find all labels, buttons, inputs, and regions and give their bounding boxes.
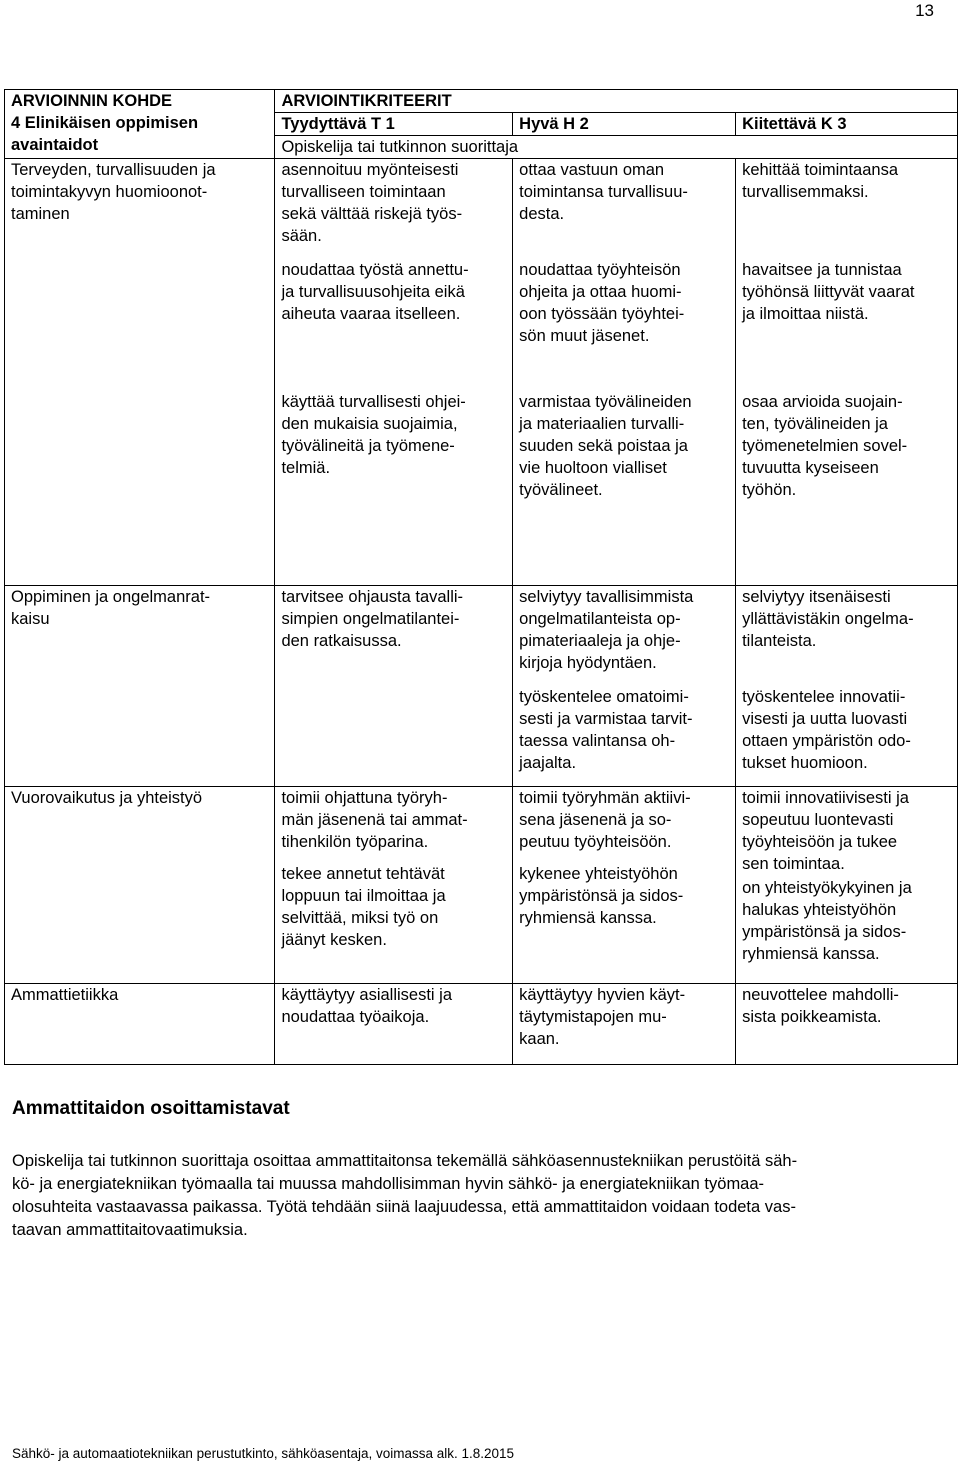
criteria-row-safety [5, 159, 958, 586]
criterion-item [742, 877, 951, 965]
criterion-item [742, 586, 951, 674]
criterion-line: on yhteistyökykyinen ja [742, 879, 912, 897]
criterion-line: loppuun tai ilmoittaa ja [281, 887, 446, 905]
section-heading: Ammattitaidon osoittamistavat [12, 1098, 290, 1119]
criterion-line: desta. [519, 205, 565, 223]
criterion-item [519, 863, 729, 929]
target-line: taminen [11, 205, 70, 223]
criterion-line: ottaa vastuun oman [519, 161, 665, 179]
criterion-line: täytymistapojen mu- [519, 1008, 667, 1026]
criterion-line: yllättävistäkin ongelma- [742, 610, 914, 628]
criterion-line: varmistaa työvälineiden [519, 393, 692, 411]
criterion-line: den mukaisia suojaimia, [281, 415, 458, 433]
criterion-line: työvälineitä ja työmene- [281, 437, 455, 455]
criterion-line: työhön. [742, 481, 797, 499]
criterion-line: neuvottelee mahdolli- [742, 986, 899, 1004]
criteria-row-interaction [5, 787, 958, 984]
k3-cell [736, 586, 958, 787]
criterion-line: sista poikkeamista. [742, 1008, 882, 1026]
t1-cell [275, 787, 513, 984]
criterion-line: telmiä. [281, 459, 331, 477]
header-criteria-title: ARVIOINTIKRITEERIT [275, 90, 958, 113]
criterion-line: toimii työryhmän aktiivi- [519, 789, 691, 807]
target-line: toimintakyvyn huomioonot- [11, 183, 208, 201]
criterion-item [519, 586, 729, 674]
assessment-table [4, 89, 958, 1065]
criterion-item [281, 391, 506, 479]
target-cell [5, 586, 275, 787]
criterion-line: selviytyy itsenäisesti [742, 588, 891, 606]
criterion-line: jaajalta. [519, 754, 577, 772]
criterion-line: suuden sekä poistaa ja [519, 437, 688, 455]
criterion-line: kehittää toimintaansa [742, 161, 899, 179]
criterion-item [519, 159, 729, 247]
target-cell [5, 787, 275, 984]
criterion-line: halukas yhteistyöhön [742, 901, 897, 919]
criterion-line: sena jäsenenä ja so- [519, 811, 672, 829]
criterion-line: simpien ongelmatilantei- [281, 610, 460, 628]
h2-cell [513, 787, 736, 984]
criterion-line: den ratkaisussa. [281, 632, 402, 650]
criterion-item [519, 787, 729, 853]
target-cell [5, 159, 275, 586]
criterion-line: asennoituu myönteisesti [281, 161, 459, 179]
criterion-line: jäänyt kesken. [281, 931, 387, 949]
target-line: Oppiminen ja ongelmanrat- [11, 588, 211, 606]
criterion-item [519, 259, 729, 391]
criterion-line: visesti ja uutta luovasti [742, 710, 908, 728]
criterion-line: ympäristönsä ja sidos- [742, 923, 907, 941]
criterion-line: työskentelee innovatii- [742, 688, 906, 706]
criterion-line: peutuu työyhteisöön. [519, 833, 672, 851]
criterion-line: män jäsenenä tai ammat- [281, 811, 468, 829]
criterion-item [281, 159, 506, 247]
target-line: Terveyden, turvallisuuden ja [11, 161, 216, 179]
criterion-line: käyttäytyy asiallisesti ja [281, 986, 453, 1004]
criterion-line: ten, työvälineiden ja [742, 415, 888, 433]
header-row-1 [5, 90, 958, 113]
criterion-line: tekee annetut tehtävät [281, 865, 445, 883]
criterion-line: ryhmiensä kanssa. [519, 909, 657, 927]
criterion-line: tarvitsee ohjausta tavalli- [281, 588, 464, 606]
target-line: kaisu [11, 610, 50, 628]
criteria-row-ethics [5, 984, 958, 1065]
criterion-line: ja materiaalien turvalli- [519, 415, 685, 433]
criterion-line: työhönsä liittyvät vaarat [742, 283, 915, 301]
criterion-line: toimii innovatiivisesti ja [742, 789, 909, 807]
page-number: 13 [915, 1, 934, 20]
t1-cell [275, 984, 513, 1065]
target-line: Ammattietiikka [11, 986, 119, 1004]
criterion-line: sesti ja varmistaa tarvit- [519, 710, 693, 728]
criterion-item [281, 259, 506, 391]
criterion-item [742, 686, 951, 774]
body-line: olosuhteita vastaavassa paikassa. Työtä tehdään siinä laajuudessa, että ammattitaidon voidaan todeta vas- [12, 1198, 796, 1216]
criterion-line: aiheuta vaaraa itselleen. [281, 305, 461, 323]
section-body [12, 1150, 932, 1242]
criterion-line: vie huoltoon vialliset [519, 459, 667, 477]
criterion-line: tilanteista. [742, 632, 817, 650]
page-footer: Sähkö- ja automaatiotekniikan perustutkinto, sähköasentaja, voimassa alk. 1.8.2015 [12, 1446, 515, 1461]
criterion-line: oon työssään työyhtei- [519, 305, 685, 323]
criterion-line: selviytyy tavallisimmista [519, 588, 694, 606]
criterion-line: tihenkilön työparina. [281, 833, 429, 851]
criterion-item [281, 863, 506, 951]
h2-cell [513, 159, 736, 586]
k3-cell [736, 787, 958, 984]
target-line: Vuorovaikutus ja yhteistyö [11, 789, 203, 807]
criterion-line: sön muut jäsenet. [519, 327, 650, 345]
criterion-line: turvalliseen toimintaan [281, 183, 446, 201]
criterion-line: tuvuutta kyseiseen [742, 459, 879, 477]
criterion-line: turvallisemmaksi. [742, 183, 869, 201]
criterion-item [281, 787, 506, 853]
k3-cell [736, 984, 958, 1065]
target-cell [5, 984, 275, 1065]
criteria-row-learning [5, 586, 958, 787]
criterion-line: käyttää turvallisesti ohjei- [281, 393, 466, 411]
criterion-line: havaitsee ja tunnistaa [742, 261, 902, 279]
criterion-line: sen toimintaa. [742, 855, 845, 873]
criterion-line: kirjoja hyödyntäen. [519, 654, 657, 672]
header-target-line: 4 Elinikäisen oppimisen [11, 114, 199, 132]
criterion-line: noudattaa työyhteisön [519, 261, 681, 279]
header-target-line: ARVIOINNIN KOHDE [11, 92, 173, 110]
level-good: Hyvä H 2 [513, 113, 736, 136]
level-satisfactory: Tyydyttävä T 1 [275, 113, 513, 136]
t1-cell [275, 159, 513, 586]
criterion-line: sekä välttää riskejä työs- [281, 205, 463, 223]
t1-cell [275, 586, 513, 787]
criterion-line: työmenetelmien sovel- [742, 437, 908, 455]
criterion-line: kaan. [519, 1030, 560, 1048]
criterion-line: tukset huomioon. [742, 754, 868, 772]
criterion-line: työvälineet. [519, 481, 603, 499]
criterion-line: osaa arvioida suojain- [742, 393, 903, 411]
k3-cell [736, 159, 958, 586]
criterion-line: kykenee yhteistyöhön [519, 865, 678, 883]
header-assessment-target [5, 90, 275, 159]
criterion-item [519, 391, 729, 501]
criterion-line: taessa valintansa oh- [519, 732, 676, 750]
criterion-item [742, 391, 951, 501]
criterion-line: käyttäytyy hyvien käyt- [519, 986, 686, 1004]
criterion-line: ohjeita ja ottaa huomi- [519, 283, 682, 301]
h2-cell [513, 984, 736, 1065]
body-line: taavan ammattitaitovaatimuksia. [12, 1221, 248, 1239]
body-line: Opiskelija tai tutkinnon suorittaja osoittaa ammattitaitonsa tekemällä sähköasennustekniikan perustöitä säh- [12, 1152, 798, 1170]
criterion-line: ja ilmoittaa niistä. [742, 305, 869, 323]
criterion-line: ryhmiensä kanssa. [742, 945, 880, 963]
criterion-line: toimii ohjattuna työryh- [281, 789, 448, 807]
criterion-line: toimintansa turvallisuu- [519, 183, 688, 201]
header-target-line: avaintaidot [11, 136, 99, 154]
criterion-line: noudattaa työstä annettu- [281, 261, 469, 279]
criterion-line: sään. [281, 227, 322, 245]
criterion-item [742, 259, 951, 391]
criterion-line: työyhteisöön ja tukee [742, 833, 898, 851]
criterion-line: noudattaa työaikoja. [281, 1008, 430, 1026]
criterion-line: ongelmatilanteista op- [519, 610, 681, 628]
header-subject: Opiskelija tai tutkinnon suorittaja [275, 136, 958, 159]
level-excellent: Kiitettävä K 3 [736, 113, 958, 136]
criterion-line: selvittää, miksi työ on [281, 909, 439, 927]
criterion-line: ottaen ympäristön odo- [742, 732, 911, 750]
criterion-item [742, 787, 951, 875]
criterion-line: pimateriaaleja ja ohje- [519, 632, 681, 650]
criterion-item [519, 686, 729, 774]
criterion-line: sopeutuu luontevasti [742, 811, 894, 829]
h2-cell [513, 586, 736, 787]
criterion-line: ympäristönsä ja sidos- [519, 887, 684, 905]
body-line: kö- ja energiatekniikan työmaalla tai muussa mahdollisimman hyvin sähkö- ja energiatekniikan työmaa- [12, 1175, 765, 1193]
criterion-item [742, 159, 951, 247]
criterion-line: työskentelee omatoimi- [519, 688, 689, 706]
criterion-line: ja turvallisuusohjeita eikä [281, 283, 465, 301]
